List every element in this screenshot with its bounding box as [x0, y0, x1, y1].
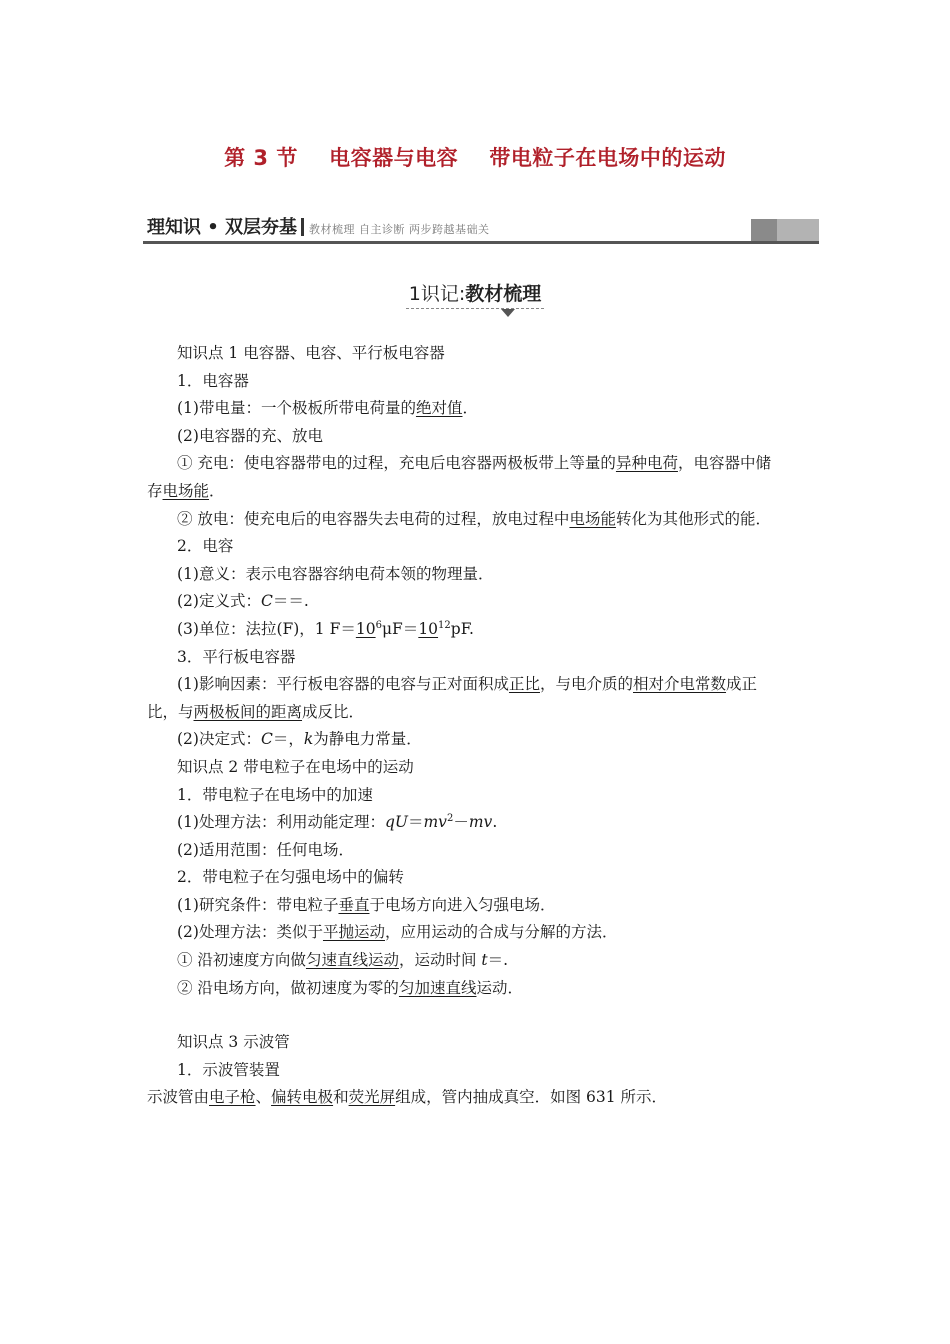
text-segment: (2)处理方法：类似于: [177, 923, 323, 942]
text-segment: ＝，: [272, 730, 304, 749]
math-var: k: [303, 730, 314, 749]
text-segment: ＝: [407, 813, 424, 832]
section-title: 教材梳理: [465, 283, 542, 305]
text-line: [147, 919, 811, 947]
text-segment: (1)带电量：一个极板所带电荷量的: [177, 399, 416, 418]
text-line: [147, 671, 811, 699]
text-segment: 知识点 2 带电粒子在电场中的运动: [177, 757, 414, 776]
text-segment: ，电容器中储: [677, 454, 771, 473]
math-var: t: [481, 951, 488, 970]
banner-dark-block: [751, 219, 777, 241]
text-segment: ．: [462, 399, 478, 418]
text-segment: 比，与: [147, 702, 194, 721]
text-segment: 转化为其他形式的能．: [615, 509, 771, 528]
banner-main-text: 理知识 • 双层夯基: [147, 217, 298, 238]
text-segment: ，运动时间: [398, 951, 482, 970]
section-heading: [0, 279, 950, 309]
text-segment: ，应用运动的合成与分解的方法．: [384, 923, 618, 942]
text-segment: 知识点 3 示波管: [177, 1033, 290, 1052]
text-segment: ① 沿初速度方向做: [177, 951, 306, 970]
text-segment: (1)影响因素：平行板电容器的电容与正对面积成: [177, 675, 509, 694]
banner-light-block: [777, 219, 819, 241]
text-segment: 成反比．: [302, 702, 365, 721]
answer-blank: 10: [355, 619, 376, 638]
text-segment: (2)电容器的充、放电: [177, 426, 323, 445]
text-segment: ② 放电：使充电后的电容器失去电荷的过程，放电过程中: [177, 509, 570, 528]
text-segment: μF＝: [381, 619, 419, 638]
math-var: mv: [423, 813, 447, 832]
answer-blank: 匀加速直线: [398, 978, 477, 997]
section-heading-box: [406, 279, 545, 309]
text-line: [147, 395, 811, 423]
text-line: [147, 837, 811, 865]
answer-blank: 偏转电极: [271, 1088, 334, 1107]
text-line: [147, 782, 811, 810]
banner-heading: [147, 216, 490, 242]
text-segment: 示波管由: [147, 1088, 210, 1107]
text-line: [147, 1029, 811, 1057]
text-line: [147, 892, 811, 920]
text-line: [147, 809, 811, 837]
text-segment: .: [492, 813, 498, 832]
document-body: [147, 340, 811, 1112]
answer-blank: 10: [418, 619, 439, 638]
text-segment: pF.: [450, 619, 474, 638]
text-line: [147, 616, 811, 644]
text-segment: (2)决定式：: [177, 730, 261, 749]
answer-blank: 电子枪: [209, 1088, 256, 1107]
answer-blank: 异种电荷: [615, 454, 678, 473]
paragraph-gap: [147, 1002, 811, 1029]
text-segment: 2．带电粒子在匀强电场中的偏转: [177, 868, 404, 887]
text-segment: 2．电容: [177, 537, 234, 556]
math-var: mv: [468, 813, 493, 832]
text-line: [147, 561, 811, 589]
text-line: [147, 533, 811, 561]
text-line: [147, 340, 811, 368]
text-line: [147, 423, 811, 451]
banner-rule: [143, 241, 819, 244]
text-line: [147, 699, 811, 727]
text-line: [147, 450, 811, 478]
down-triangle-icon: [501, 309, 515, 317]
text-segment: ，与电介质的: [539, 675, 633, 694]
text-line: [147, 975, 811, 1003]
text-segment: 知识点 1 电容器、电容、平行板电容器: [177, 344, 445, 362]
text-line: [147, 754, 811, 782]
text-line: [147, 478, 811, 506]
math-var: C: [260, 730, 273, 749]
text-segment: ＝.: [487, 951, 509, 970]
text-segment: ② 沿电场方向，做初速度为零的: [177, 978, 399, 997]
section-number: 1: [408, 283, 421, 305]
superscript: 12: [438, 619, 451, 631]
text-line: [147, 368, 811, 396]
text-segment: －: [453, 813, 469, 832]
superscript: 6: [375, 619, 382, 631]
answer-blank: 绝对值: [415, 399, 463, 418]
text-segment: 于电场方向进入匀强电场．: [369, 895, 556, 914]
text-segment: ．: [209, 481, 225, 500]
text-segment: ① 充电：使电容器带电的过程，充电后电容器两极板带上等量的: [177, 454, 616, 473]
document-title: 第 3 节 电容器与电容 带电粒子在电场中的运动: [224, 146, 726, 170]
text-segment: 运动．: [476, 978, 523, 997]
text-segment: 1．示波管装置: [177, 1060, 280, 1079]
text-segment: (2)适用范围：任何电场．: [177, 840, 354, 859]
section-label: 识记:: [420, 283, 466, 305]
answer-blank: 荧光屏: [348, 1088, 396, 1107]
text-segment: 组成，管内抽成真空．如图 631 所示．: [395, 1088, 668, 1107]
text-line: [147, 588, 811, 616]
text-segment: (3)单位：法拉(F)，1 F＝: [177, 619, 356, 638]
text-segment: (1)处理方法：利用动能定理：: [177, 813, 385, 832]
answer-blank: 电场能: [162, 481, 210, 500]
text-segment: 1．电容器: [177, 371, 249, 390]
text-line: [147, 947, 811, 975]
answer-blank: 相对介电常数: [633, 675, 727, 694]
text-line: [147, 726, 811, 754]
text-segment: 和: [333, 1088, 349, 1107]
text-segment: ＝＝.: [272, 592, 309, 611]
superscript: 2: [446, 813, 454, 825]
text-segment: 、: [255, 1088, 272, 1107]
text-line: [147, 1057, 811, 1085]
text-line: [147, 864, 811, 892]
text-line: [147, 1084, 811, 1112]
text-segment: (1)研究条件：带电粒子: [177, 895, 339, 914]
answer-blank: 两极板间的距离: [193, 702, 303, 721]
text-segment: (2)定义式：: [177, 592, 261, 611]
text-segment: 存: [147, 481, 163, 500]
section-banner: [143, 216, 819, 244]
answer-blank: 匀速直线运动: [305, 951, 399, 970]
answer-blank: 平抛运动: [322, 923, 385, 942]
math-var: qU: [384, 813, 408, 832]
banner-subtitle: 教材梳理 自主诊断 两步跨越基础关: [309, 223, 490, 236]
text-segment: (1)意义：表示电容器容纳电荷本领的物理量．: [177, 564, 494, 583]
text-segment: 1．带电粒子在电场中的加速: [177, 785, 373, 804]
text-segment: 为静电力常量．: [313, 730, 422, 749]
answer-blank: 垂直: [338, 895, 370, 914]
text-line: [147, 506, 811, 534]
answer-blank: 电场能: [569, 509, 616, 528]
text-segment: 成正: [726, 675, 758, 694]
text-segment: 3．平行板电容器: [177, 647, 296, 666]
math-var: C: [260, 592, 273, 611]
answer-blank: 正比: [508, 675, 540, 694]
text-line: [147, 644, 811, 672]
banner-divider: [301, 218, 304, 236]
